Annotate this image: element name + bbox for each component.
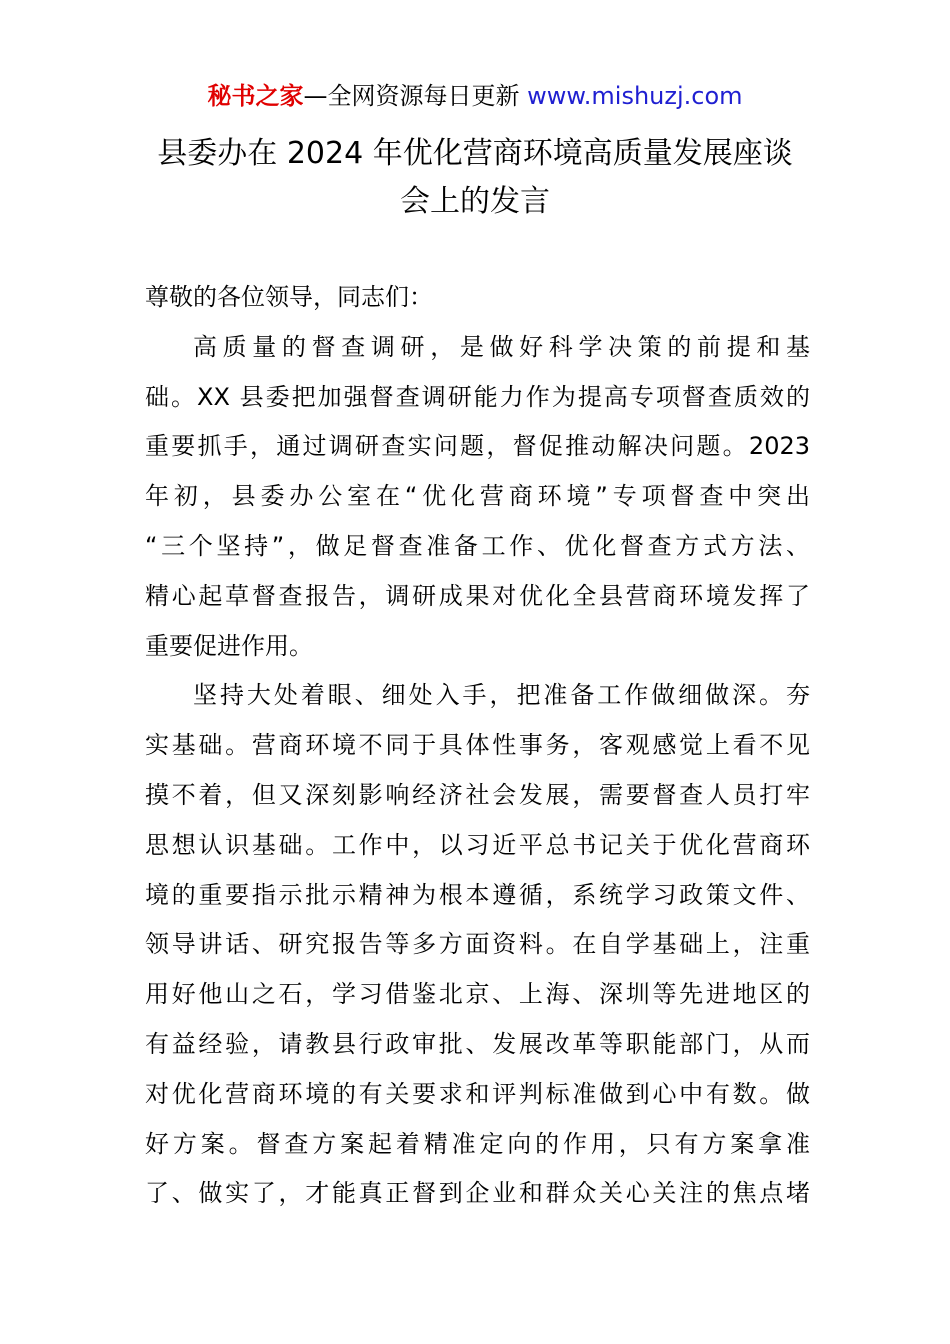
paragraph-line: 年初，县委办公室在“优化营商环境”专项督查中突出 (145, 482, 810, 511)
paragraph-line: 有益经验，请教县行政审批、发展改革等职能部门，从而 (145, 1029, 810, 1058)
title-line-2: 会上的发言 (400, 184, 550, 219)
paragraph-2 (145, 671, 810, 1219)
document-body (145, 273, 810, 1219)
paragraph-line: 础。XX 县委把加强督查调研能力作为提高专项督查质效的 (145, 382, 810, 411)
paragraph-line: 了、做实了，才能真正督到企业和群众关心关注的焦点堵 (145, 1179, 810, 1208)
paragraph-line: 重要抓手，通过调研查实问题，督促推动解决问题。2023 (145, 432, 810, 461)
paragraph-line: 对优化营商环境的有关要求和评判标准做到心中有数。做 (145, 1079, 810, 1108)
site-url-link[interactable]: www.mishuzj.com (527, 82, 743, 110)
paragraph-line: 境的重要指示批示精神为根本遵循，系统学习政策文件、 (145, 880, 810, 909)
document-title (120, 130, 830, 226)
paragraph-line: 摸不着，但又深刻影响经济社会发展，需要督查人员打牢 (145, 780, 810, 809)
paragraph-line: 精心起草督查报告，调研成果对优化全县营商环境发挥了 (145, 581, 810, 610)
paragraph-line: 领导讲话、研究报告等多方面资料。在自学基础上，注重 (145, 930, 810, 959)
paragraph-line: “三个坚持”，做足督查准备工作、优化督查方式方法、 (145, 531, 810, 560)
paragraph-line: 思想认识基础。工作中，以习近平总书记关于优化营商环 (145, 830, 810, 859)
paragraph-1 (145, 323, 810, 672)
paragraph-line: 实基础。营商环境不同于具体性事务，客观感觉上看不见 (145, 731, 810, 760)
brand-name: 秘书之家 (207, 82, 304, 110)
paragraph-line: 高质量的督查调研，是做好科学决策的前提和基 (193, 332, 810, 361)
site-header (0, 80, 950, 112)
title-line-1: 县委办在 2024 年优化营商环境高质量发展座谈 (157, 136, 793, 171)
paragraph-line: 坚持大处着眼、细处入手，把准备工作做细做深。夯 (193, 681, 810, 710)
paragraph-line: 好方案。督查方案起着精准定向的作用，只有方案拿准 (145, 1129, 810, 1158)
greeting: 尊敬的各位领导，同志们： (145, 283, 433, 311)
paragraph-line: 用好他山之石，学习借鉴北京、上海、深圳等先进地区的 (145, 980, 810, 1009)
paragraph-line: 重要促进作用。 (145, 631, 313, 660)
header-tagline: —全网资源每日更新 (303, 82, 528, 110)
